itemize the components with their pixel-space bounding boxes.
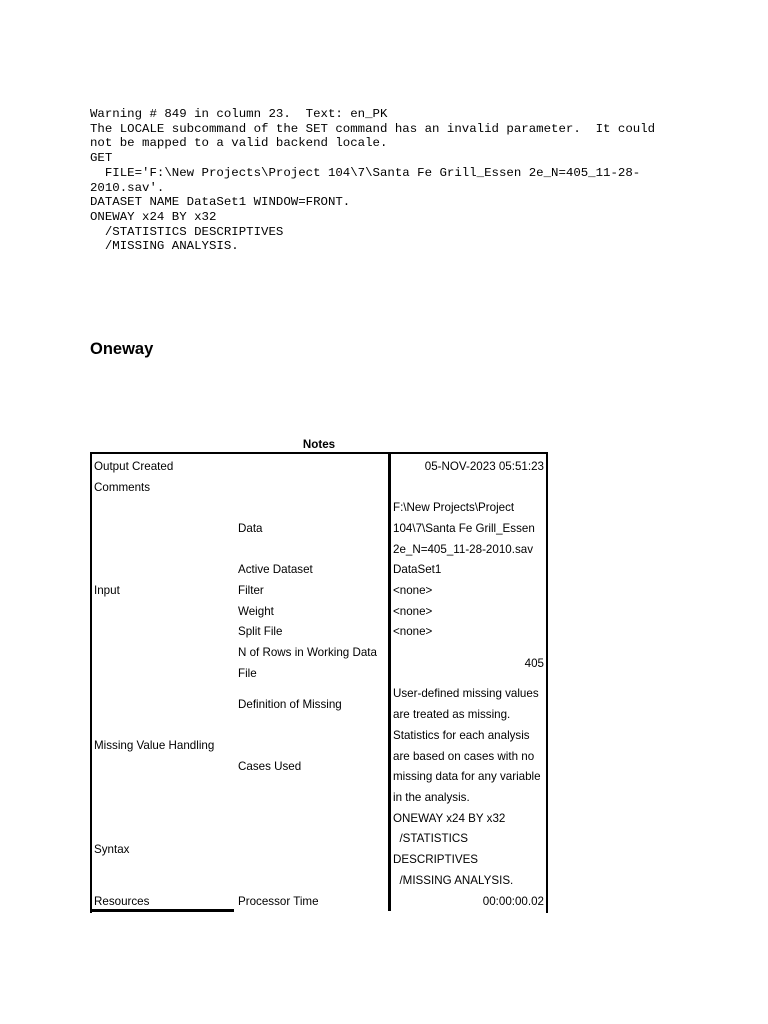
- value-definition-missing-line: User-defined missing values: [393, 687, 539, 700]
- value-syntax-line: /STATISTICS: [393, 832, 468, 845]
- value-syntax-line: DESCRIPTIVES: [393, 853, 479, 866]
- value-split-file: <none>: [393, 625, 433, 638]
- value-cases-used-line: Statistics for each analysis: [393, 729, 530, 742]
- row-label-data: Data: [238, 522, 263, 535]
- log-line: not be mapped to a valid backend locale.: [90, 136, 388, 151]
- row-label-active-dataset: Active Dataset: [238, 563, 313, 576]
- value-data-line: F:\New Projects\Project: [393, 501, 515, 514]
- value-active-dataset: DataSet1: [393, 563, 442, 576]
- value-data-line: 2e_N=405_11-28-2010.sav: [393, 543, 533, 556]
- section-title: Oneway: [90, 340, 154, 358]
- log-line: ONEWAY x24 BY x32: [90, 209, 217, 224]
- log-line: DATASET NAME DataSet1 WINDOW=FRONT.: [90, 195, 351, 210]
- row-label-resources: Resources: [94, 895, 150, 908]
- value-filter: <none>: [393, 584, 433, 597]
- row-label-n-rows-cont: File: [238, 667, 257, 680]
- log-line: 2010.sav'.: [90, 180, 165, 195]
- log-line: /STATISTICS DESCRIPTIVES: [90, 224, 284, 239]
- log-line: GET: [90, 151, 113, 166]
- row-label-definition-missing: Definition of Missing: [238, 698, 342, 711]
- notes-bottom-rule: [90, 909, 234, 912]
- value-processor-time: 00:00:00.02: [482, 895, 544, 908]
- row-label-output-created: Output Created: [94, 460, 174, 473]
- value-syntax-line: ONEWAY x24 BY x32: [393, 812, 506, 825]
- log-line: /MISSING ANALYSIS.: [90, 239, 239, 254]
- log-line: Warning # 849 in column 23. Text: en_PK: [90, 107, 388, 121]
- row-label-filter: Filter: [238, 584, 264, 597]
- row-label-processor-time: Processor Time: [238, 895, 319, 908]
- row-label-weight: Weight: [238, 605, 274, 618]
- row-label-input: Input: [94, 584, 120, 597]
- value-cases-used-line: missing data for any variable: [393, 770, 541, 783]
- row-label-comments: Comments: [94, 481, 151, 494]
- row-label-n-rows: N of Rows in Working Data: [238, 646, 377, 659]
- row-label-cases-used: Cases Used: [238, 760, 302, 773]
- notes-column-divider: [388, 452, 391, 911]
- value-cases-used-line: in the analysis.: [393, 791, 470, 804]
- syntax-log: [90, 107, 690, 254]
- log-line: FILE='F:\New Projects\Project 104\7\Santa Fe Grill_Essen 2e_N=405_11-28-: [90, 165, 641, 180]
- value-n-rows: 405: [524, 657, 544, 670]
- value-data-line: 104\7\Santa Fe Grill_Essen: [393, 522, 535, 535]
- value-weight: <none>: [393, 605, 433, 618]
- value-definition-missing-line: are treated as missing.: [393, 708, 511, 721]
- notes-table-title: Notes: [302, 438, 336, 451]
- row-label-split-file: Split File: [238, 625, 283, 638]
- value-cases-used-line: are based on cases with no: [393, 750, 535, 763]
- value-output-created: 05-NOV-2023 05:51:23: [424, 460, 544, 473]
- value-syntax-line: /MISSING ANALYSIS.: [393, 874, 514, 887]
- row-label-syntax: Syntax: [94, 843, 130, 856]
- row-label-missing-value-handling: Missing Value Handling: [94, 739, 215, 752]
- log-line: The LOCALE subcommand of the SET command has an invalid parameter. It could: [90, 121, 656, 136]
